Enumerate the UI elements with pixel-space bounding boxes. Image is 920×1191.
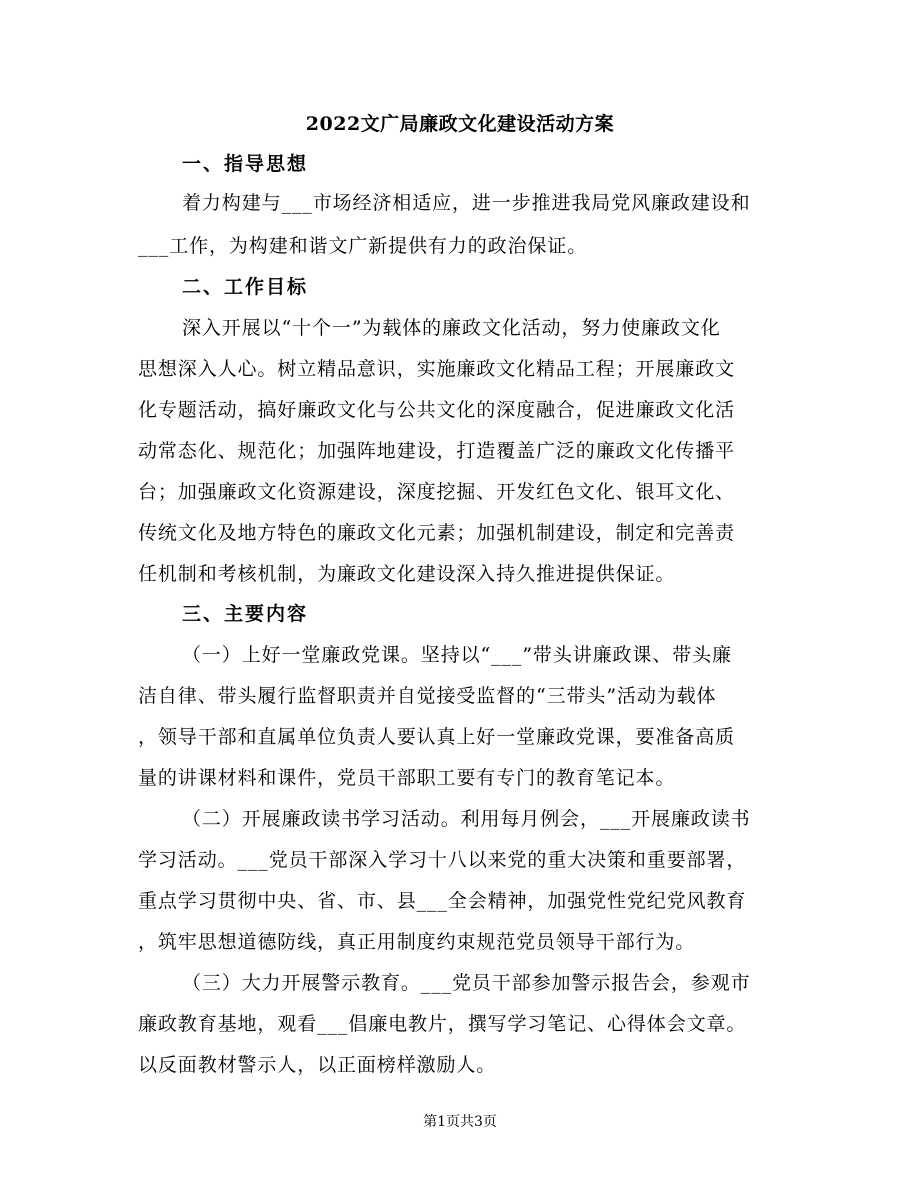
paragraph-line: 化专题活动，搞好廉政文化与公共文化的深度融合，促进廉政文化活 [138, 399, 736, 421]
paragraph-line: 重点学习贯彻中央、省、市、县___全会精神，加强党性党纪党风教育 [138, 890, 747, 912]
paragraph-line: ___工作，为构建和谐文广新提供有力的政治保证。 [138, 235, 588, 257]
paragraph-line: （一）上好一堂廉政党课。坚持以“___”带头讲廉政课、带头廉 [182, 644, 732, 666]
paragraph-line: 思想深入人心。树立精品意识，实施廉政文化精品工程；开展廉政文 [138, 358, 736, 380]
paragraph-line: 学习活动。___党员干部深入学习十八以来党的重大决策和重要部署， [138, 849, 747, 871]
paragraph-line: 深入开展以“十个一”为载体的廉政文化活动，努力使廉政文化 [182, 317, 721, 339]
paragraph-line: 以反面教材警示人，以正面榜样激励人。 [138, 1054, 497, 1076]
paragraph-line: 洁自律、带头履行监督职责并自觉接受监督的“三带头”活动为载体 [138, 685, 717, 707]
section-heading-guiding-ideology: 一、指导思想 [182, 153, 309, 175]
document-title: 2022文广局廉政文化建设活动方案 [305, 113, 615, 135]
paragraph-line: 着力构建与___市场经济相适应，进一步推进我局党风廉政建设和 [182, 192, 751, 214]
page-number-footer: 第1页共3页 [423, 1114, 497, 1130]
paragraph-line: 廉政教育基地，观看___倡廉电教片，撰写学习笔记、心得体会文章。 [138, 1013, 747, 1035]
paragraph-line: 任机制和考核机制，为廉政文化建设深入持久推进提供保证。 [138, 563, 676, 585]
paragraph-line: 传统文化及地方特色的廉政文化元素；加强机制建设，制定和完善责 [138, 522, 736, 544]
paragraph-line: 量的讲课材料和课件，党员干部职工要有专门的教育笔记本。 [138, 767, 676, 789]
paragraph-line: ，筑牢思想道德防线，真正用制度约束规范党员领导干部行为。 [138, 931, 696, 953]
section-heading-main-content: 三、主要内容 [182, 603, 309, 625]
paragraph-line: ，领导干部和直属单位负责人要认真上好一堂廉政党课，要准备高质 [138, 726, 736, 748]
paragraph-line: 台；加强廉政文化资源建设，深度挖掘、开发红色文化、银耳文化、 [138, 481, 736, 503]
section-heading-work-goals: 二、工作目标 [182, 276, 309, 298]
paragraph-line: （二）开展廉政读书学习活动。利用每月例会，___开展廉政读书 [182, 808, 751, 830]
paragraph-line: 动常态化、规范化；加强阵地建设，打造覆盖广泛的廉政文化传播平 [138, 440, 736, 462]
paragraph-line: （三）大力开展警示教育。___党员干部参加警示报告会，参观市 [182, 972, 751, 994]
